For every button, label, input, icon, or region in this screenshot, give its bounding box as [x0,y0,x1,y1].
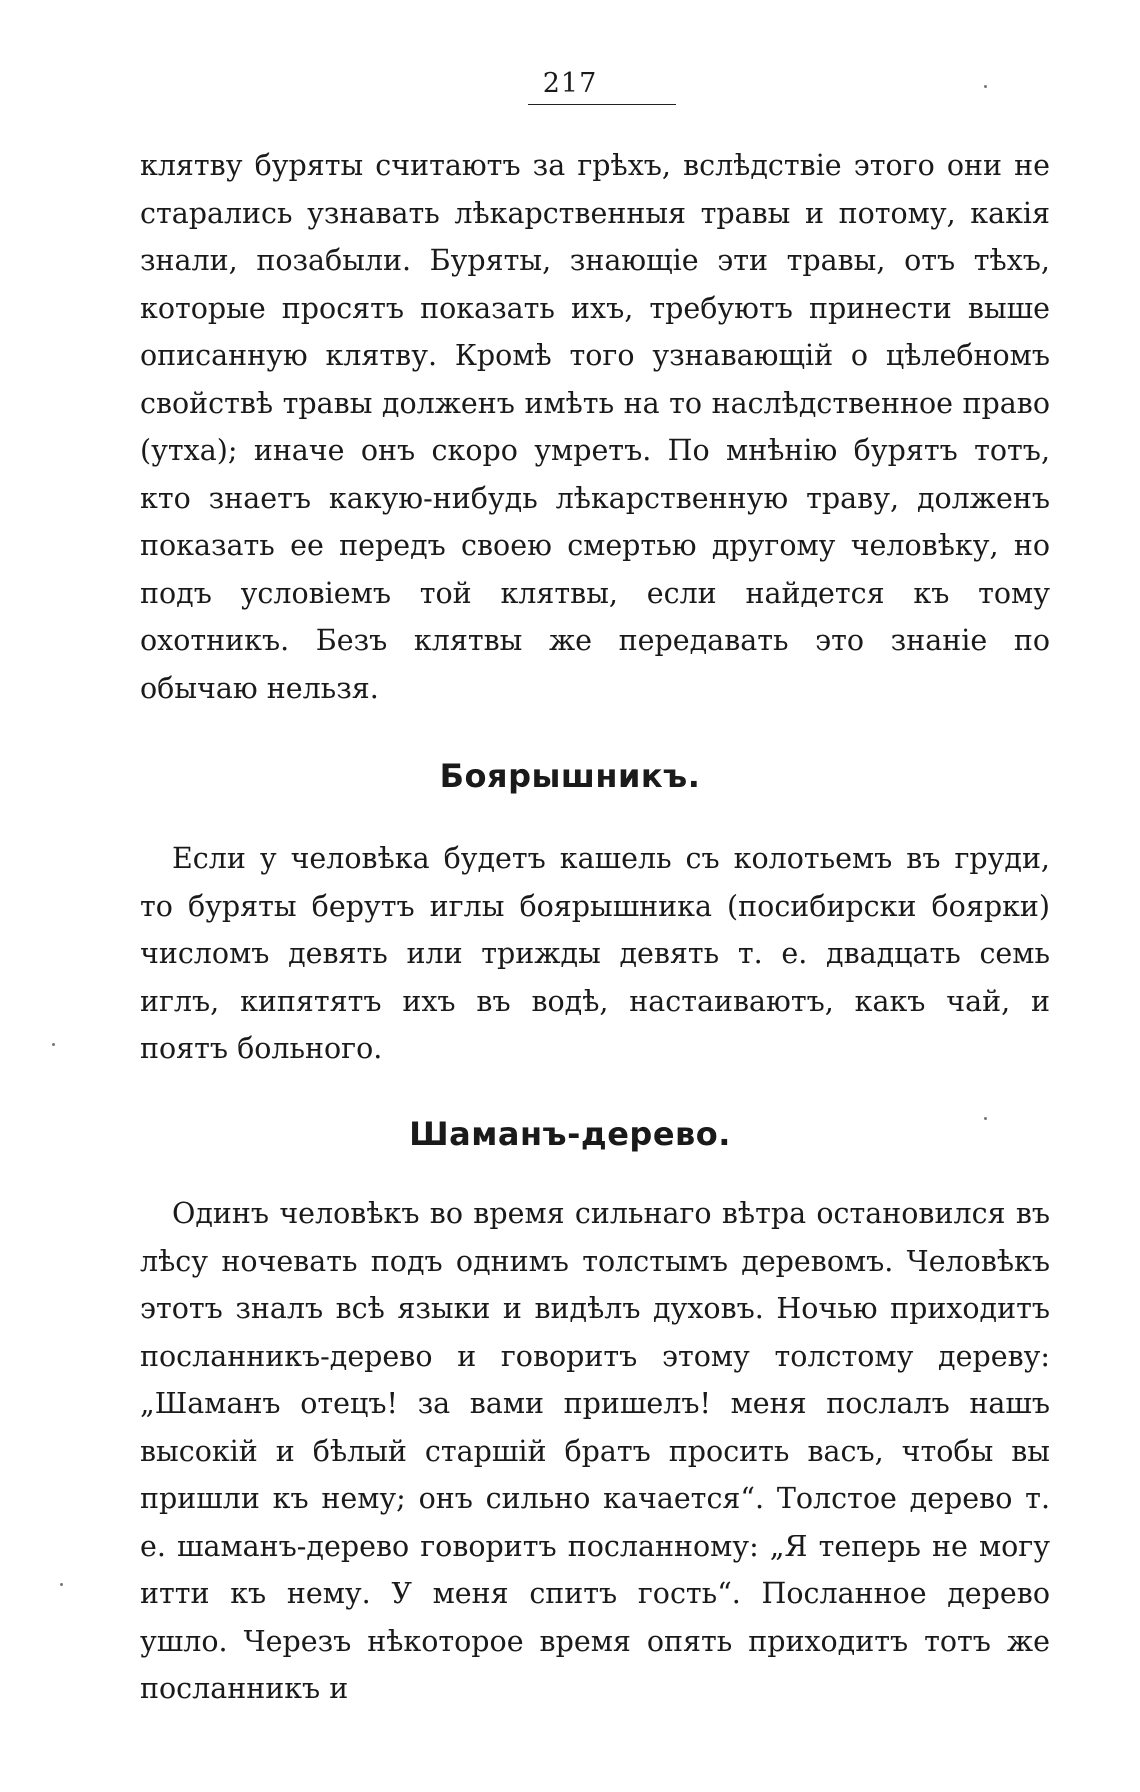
paragraph-hawthorn: Если у человѣка будетъ кашель съ колотьемъ въ груди, то буряты берутъ иглы боярышника (посибирски боярки) числомъ девять или трижды девять т. е. двадцать семь иглъ, кипятятъ ихъ въ водѣ, настаиваютъ, какъ чай, и поятъ больного. [140,842,1050,1065]
scan-speck [984,85,987,88]
heading-hawthorn: Боярышникъ. [439,757,701,795]
paragraph-oath: клятву буряты считаютъ за грѣхъ, вслѣдствіе этого они не старались узнавать лѣкарственныя травы и потому, какія знали, позабыли. Буряты, знающіе эти травы, отъ тѣхъ, которые просятъ показать ихъ, требуютъ принести выше описанную клятву. Кромѣ того узнавающій о цѣлебномъ свойствѣ травы долженъ имѣть на то наслѣдственное право (утха); иначе онъ скоро умретъ. По мнѣнію бурятъ тотъ, кто знаетъ какую-нибудь лѣкарственную траву, долженъ показать ее передъ своею смертью другому человѣку, но подъ условіемъ той клятвы, если найдется къ тому охотникъ. Безъ клятвы же передавать это знаніе по обычаю нельзя. [140,149,1050,705]
paragraph-shaman-tree: Одинъ человѣкъ во время сильнаго вѣтра остановился въ лѣсу ночевать подъ однимъ толстымъ деревомъ. Человѣкъ этотъ зналъ всѣ языки и видѣлъ духовъ. Ночью приходитъ посланникъ-дерево и говоритъ этому толстому дереву: „Шаманъ отецъ! за вами пришелъ! меня послалъ нашъ высокій и бѣлый старшій братъ просить васъ, чтобы вы пришли къ нему; онъ сильно качается“. Толстое дерево т. е. шаманъ-дерево говоритъ посланному: „Я теперь не могу итти къ нему. У меня спитъ гость“. Посланное дерево ушло. Черезъ нѣкоторое время опять приходитъ тотъ же посланникъ и [140,1197,1050,1705]
scan-speck [52,1043,55,1046]
heading-shaman-tree: Шаманъ-дерево. [409,1115,731,1153]
scan-speck [60,1583,63,1586]
page-number-rule [528,104,676,105]
page-number: 217 [542,68,598,99]
scan-speck [984,1117,987,1120]
